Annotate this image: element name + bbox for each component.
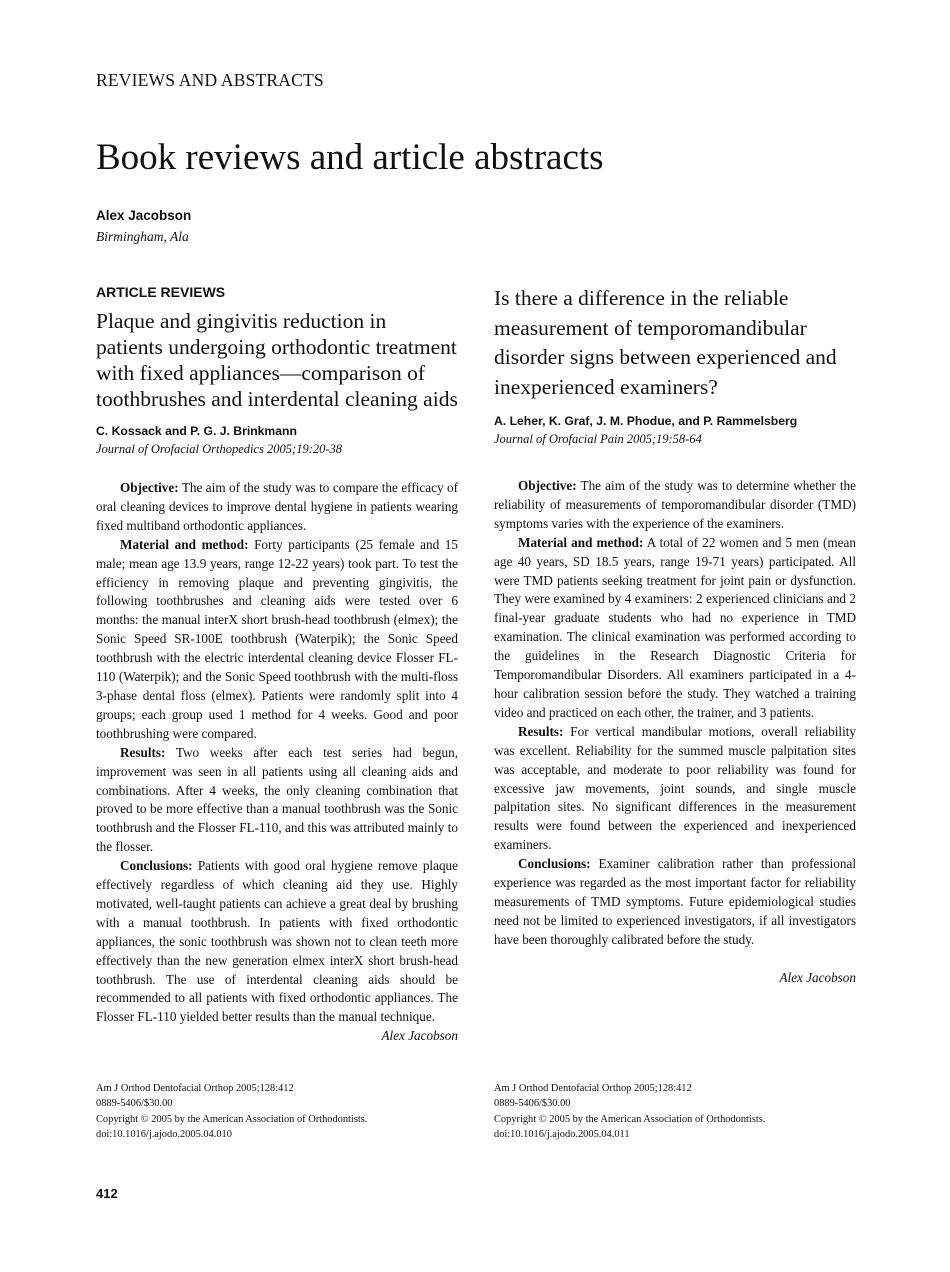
page-number: 412 bbox=[96, 1186, 118, 1201]
article-body bbox=[494, 477, 856, 950]
paragraph-text: Examiner calibration rather than professional experience was regarded as the most important factor for reliability measurements of TMD symptoms. Future epidemiological studies need not be limited to experienced investigators, if all investigators have been thoroughly calibrated before the study. bbox=[494, 856, 856, 947]
reviewer-signature: Alex Jacobson bbox=[381, 1028, 458, 1044]
paragraph-text: For vertical mandibular motions, overall reliability was excellent. Reliability for the summed muscle palpitation sites was acceptable, and moderate to poor reliability was found for excessive jaw movements, joint sounds, and single muscle palpitation sites. No significant differences in the measurement results were found between the experienced and inexperienced examiners. bbox=[494, 723, 856, 853]
paragraph-objective bbox=[494, 477, 856, 534]
article-journal: Journal of Orofacial Pain 2005;19:58-64 bbox=[494, 432, 702, 446]
editor-location: Birmingham, Ala bbox=[96, 229, 189, 244]
article-body bbox=[96, 479, 458, 1027]
article-title: Is there a difference in the reliable measurement of temporomandibular disorder signs between experienced and inexperienced examiners? bbox=[494, 286, 837, 399]
paragraph-label: Objective: bbox=[518, 478, 577, 493]
paragraph-text: Forty participants (25 female and 15 male; mean age 13.9 years, range 12-22 years) took part. To test the efficiency in removing plaque and preventing gingivitis, the following toothbrushes and cleaning aids were tested over 6 months: the manual interX short brush-head toothbrush (elmex); the Sonic Speed SR-100E toothbrush (Waterpik); the Sonic Speed toothbrush with the electric interdental cleaning device Flosser FL-110 (Waterpik); and the Sonic Speed toothbrush with the multi-floss 3-phase dental floss (elmex). Patients were randomly split into 4 groups; each group used 1 method for 4 weeks. Good and poor toothbrushing were compared. bbox=[96, 536, 458, 741]
paragraph-results bbox=[494, 723, 856, 855]
right-column-article bbox=[494, 284, 856, 986]
citation-line: Copyright © 2005 by the American Association of Orthodontists. bbox=[96, 1113, 368, 1125]
citation-line: Am J Orthod Dentofacial Orthop 2005;128:412 bbox=[96, 1083, 294, 1094]
citation-line: 0889-5406/$30.00 bbox=[494, 1098, 571, 1110]
article-authors: A. Leher, K. Graf, J. M. Phodue, and P. Rammelsberg bbox=[494, 414, 798, 428]
paragraph-label: Conclusions: bbox=[518, 856, 591, 872]
citation-line: Am J Orthod Dentofacial Orthop 2005;128:412 bbox=[494, 1083, 692, 1094]
left-column-article bbox=[96, 284, 458, 1045]
paragraph-results bbox=[96, 744, 458, 857]
paragraph-conclusions bbox=[494, 855, 856, 950]
paragraph-label: Material and method: bbox=[518, 534, 644, 550]
citation-footnote-right bbox=[494, 1081, 854, 1142]
page-title: Book reviews and article abstracts bbox=[96, 137, 604, 178]
paragraph-label: Results: bbox=[518, 723, 564, 739]
reviewer-signature: Alex Jacobson bbox=[779, 969, 856, 985]
citation-footnote-left bbox=[96, 1081, 456, 1142]
article-title: Plaque and gingivitis reduction in patients undergoing orthodontic treatment with fixed appliances—comparison of toothbrushes and interdental cleaning aids bbox=[96, 309, 458, 411]
paragraph-text: The aim of the study was to compare the efficacy of oral cleaning devices to improve dental hygiene in patients wearing fixed multiband orthodontic appliances. bbox=[96, 480, 458, 533]
article-authors: C. Kossack and P. G. J. Brinkmann bbox=[96, 424, 297, 438]
paragraph-text: Two weeks after each test series had begun, improvement was seen in all patients using all cleaning aids and combinations. After 4 weeks, the only cleaning combination that proved to be more effective than a manual toothbrush was the Sonic toothbrush and the Flosser FL-110, and this was attributed mainly to the flosser. bbox=[96, 744, 458, 855]
paragraph-label: Conclusions: bbox=[120, 858, 193, 874]
paragraph-text: Patients with good oral hygiene remove plaque effectively regardless of which cleaning aid they use. Highly motivated, well-taught patients can achieve a great deal by brushing with a manual toothbrush. In patients with fixed orthodontic appliances, the sonic toothbrush was shown not to clean teeth more effectively than the new generation elmex interX short brush-head toothbrush. The use of interdental cleaning aids should be recommended to all patients with fixed orthodontic appliances. The Flosser FL-110 yielded better results than the manual technique. bbox=[96, 858, 458, 1025]
paragraph-text: The aim of the study was to determine whether the reliability of measurements of temporomandibular disorder (TMD) symptoms varies with the experience of the examiners. bbox=[494, 478, 856, 531]
editor-name: Alex Jacobson bbox=[96, 208, 192, 223]
paragraph-label: Results: bbox=[120, 744, 166, 760]
paragraph-objective bbox=[96, 479, 458, 536]
article-journal: Journal of Orofacial Orthopedics 2005;19:20-38 bbox=[96, 442, 343, 456]
paragraph-material-method bbox=[96, 536, 458, 744]
paragraph-label: Objective: bbox=[120, 480, 179, 495]
paragraph-material-method bbox=[494, 534, 856, 723]
paragraph-text: A total of 22 women and 5 men (mean age 40 years, SD 18.5 years, range 19-71 years) participated. All were TMD patients seeking treatment for joint pain or dysfunction. They were examined by 4 examiners: 2 experienced clinicians and 2 final-year graduate students who had no experience in TMD examination. The clinical examination was performed according to the guidelines in the Research Diagnostic Criteria for Temporomandibular Disorders. All examiners participated in a 4-hour calibration session before the study. They watched a training video and practiced on each other, the trainer, and 3 patients. bbox=[494, 534, 856, 720]
citation-doi: doi:10.1016/j.ajodo.2005.04.010 bbox=[96, 1128, 232, 1140]
section-label: ARTICLE REVIEWS bbox=[96, 284, 226, 300]
paragraph-label: Material and method: bbox=[120, 536, 249, 552]
section-heading: REVIEWS AND ABSTRACTS bbox=[96, 70, 324, 90]
citation-doi: doi:10.1016/j.ajodo.2005.04.011 bbox=[494, 1128, 630, 1140]
citation-line: Copyright © 2005 by the American Association of Orthodontists. bbox=[494, 1113, 766, 1125]
citation-line: 0889-5406/$30.00 bbox=[96, 1098, 173, 1110]
paragraph-conclusions bbox=[96, 857, 458, 1027]
